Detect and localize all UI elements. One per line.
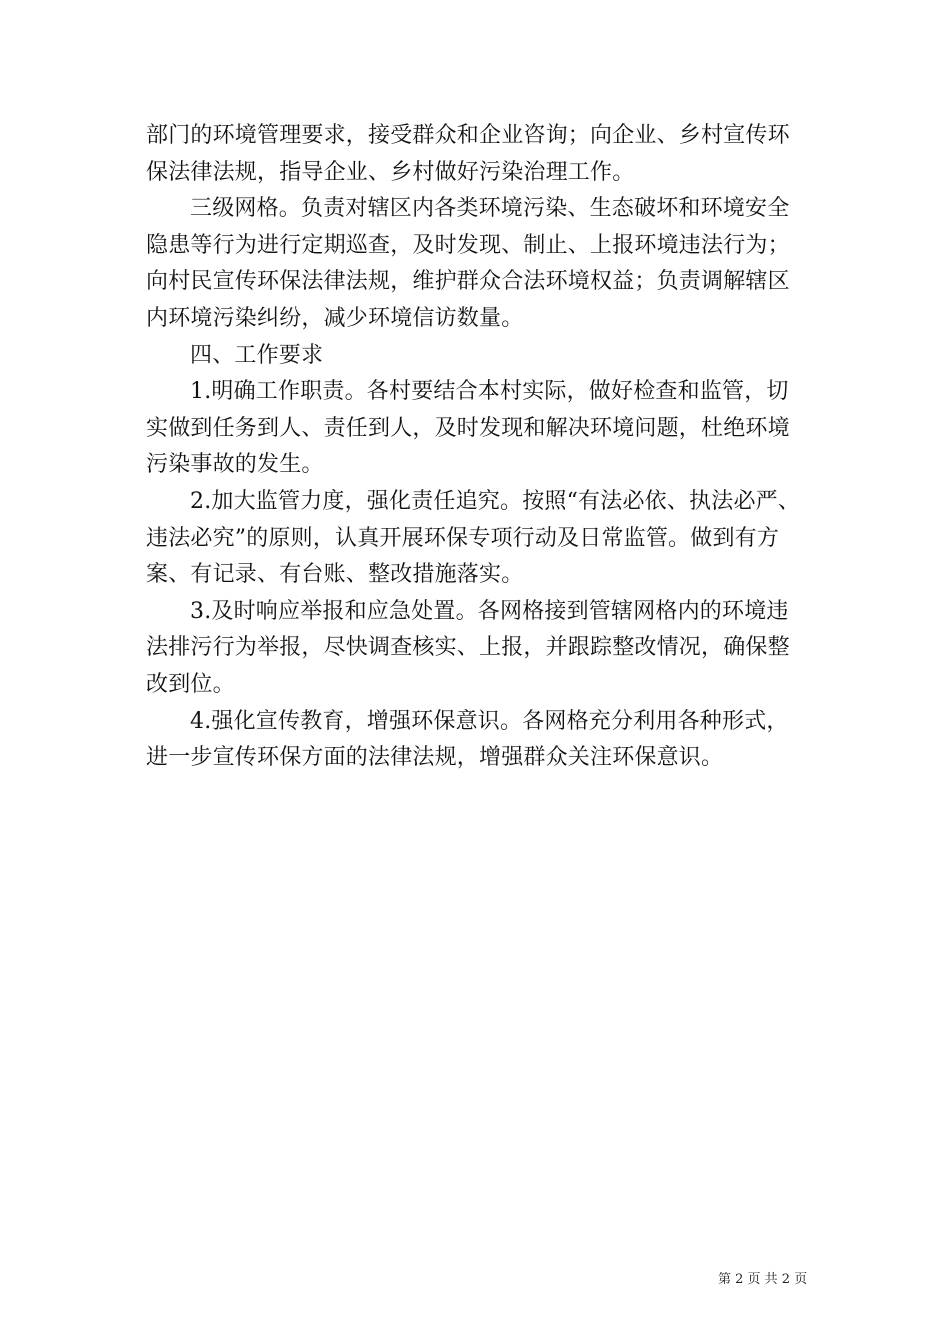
section-heading: 四、工作要求	[190, 342, 324, 368]
text-line: 内环境污染纠纷，减少环境信访数量。	[146, 305, 524, 331]
paragraph-start-line: 1.明确工作职责。各村要结合本村实际，做好检查和监管，切	[190, 379, 789, 405]
text-line: 向村民宣传环保法律法规，维护群众合法环境权益；负责调解辖区	[146, 269, 790, 295]
paragraph-start-line: 三级网格。负责对辖区内各类环境污染、生态破坏和环境安全	[190, 196, 790, 222]
document-body	[146, 118, 826, 777]
text-line: 违法必究”的原则，认真开展环保专项行动及日常监管。做到有方	[146, 525, 780, 551]
text-line: 保法律法规，指导企业、乡村做好污染治理工作。	[146, 159, 635, 185]
text-line: 污染事故的发生。	[146, 452, 324, 478]
text-line: 实做到任务到人、责任到人，及时发现和解决环境问题，杜绝环境	[146, 415, 790, 441]
text-line: 法排污行为举报，尽快调查核实、上报，并跟踪整改情况，确保整	[146, 635, 790, 661]
paragraph-start-line: 2.加大监管力度，强化责任追究。按照“有法必依、执法必严、	[190, 488, 801, 514]
text-line: 进一步宣传环保方面的法律法规，增强群众关注环保意识。	[146, 745, 724, 771]
paragraph-start-line: 3.及时响应举报和应急处置。各网格接到管辖网格内的环境违	[190, 598, 789, 624]
text-line: 改到位。	[146, 671, 235, 697]
page-number-footer: 第 2 页 共 2 页	[718, 1272, 808, 1287]
text-line: 隐患等行为进行定期巡查，及时发现、制止、上报环境违法行为；	[146, 232, 790, 258]
paragraph-start-line: 4.强化宣传教育，增强环保意识。各网格充分利用各种形式，	[190, 708, 789, 734]
text-line: 案、有记录、有台账、整改措施落实。	[146, 562, 524, 588]
text-line: 部门的环境管理要求，接受群众和企业咨询；向企业、乡村宣传环	[146, 123, 790, 148]
